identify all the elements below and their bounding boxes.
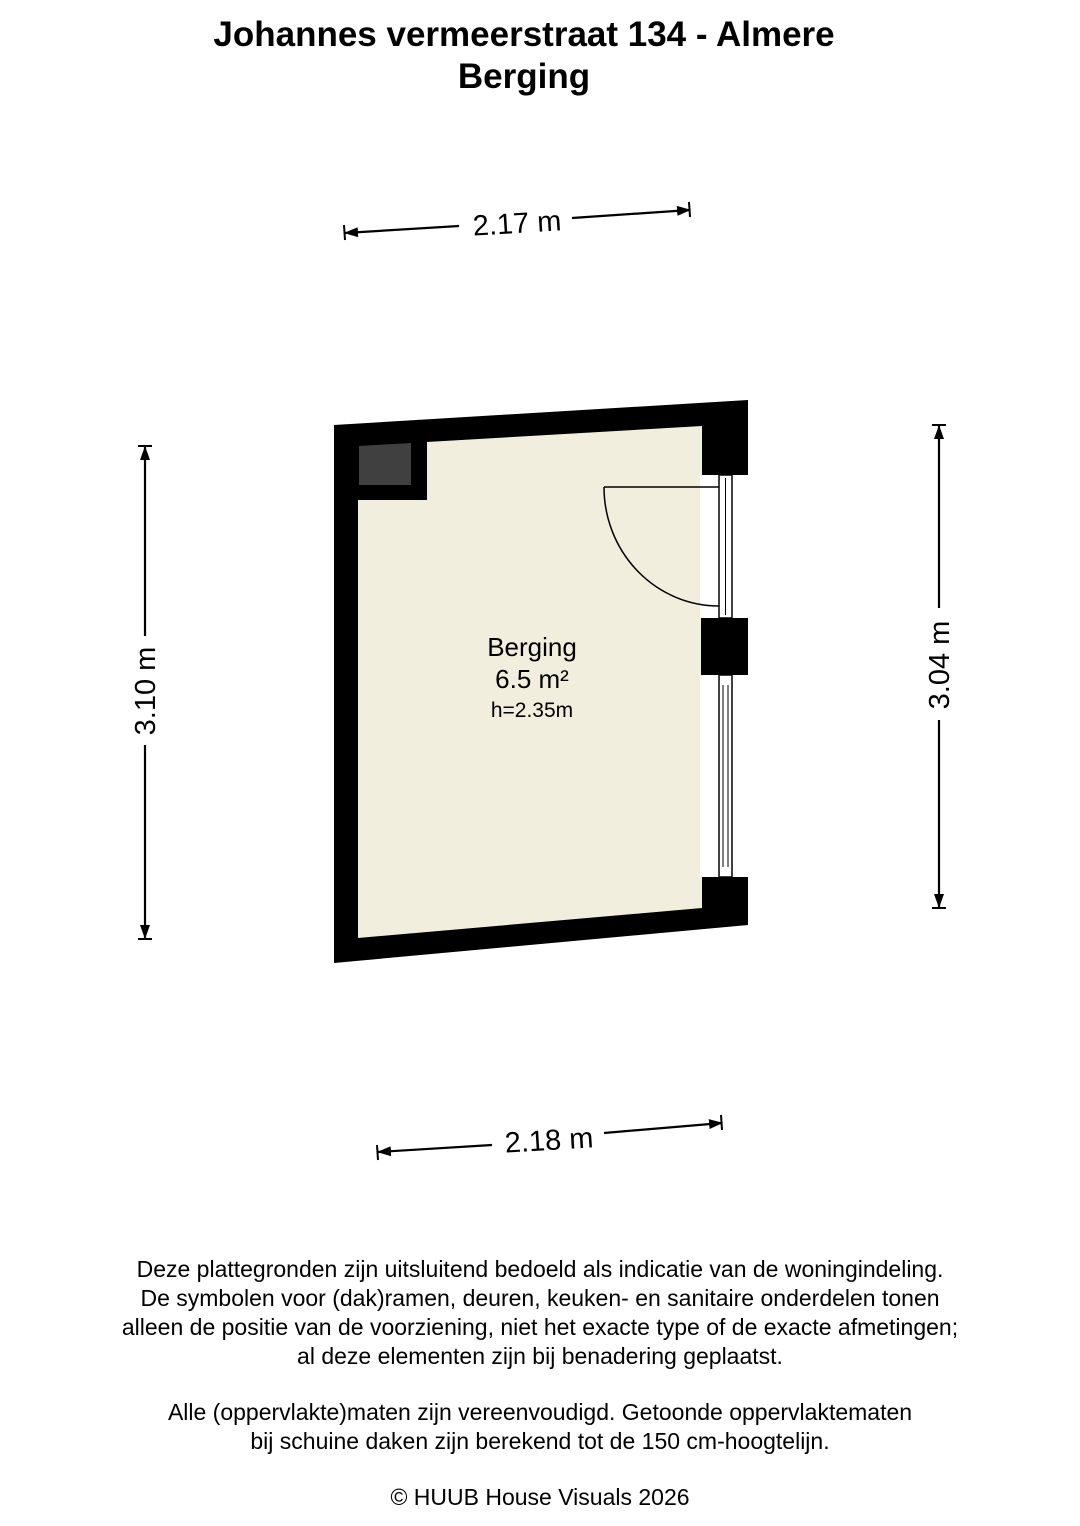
disclaimer	[0, 1255, 1080, 1456]
window-frame	[719, 675, 732, 877]
shaft	[359, 443, 411, 485]
dimension-left	[130, 446, 162, 939]
copyright: © HUUB House Visuals 2026	[390, 1484, 690, 1510]
address-title: Johannes vermeerstraat 134 - Almere	[213, 15, 835, 54]
dimension-right	[924, 425, 956, 908]
wall-pier	[701, 618, 748, 675]
dimension-top-tick-right	[689, 202, 690, 217]
room-area: 6.5 m²	[495, 664, 569, 694]
dimension-top-label: 2.17 m	[471, 205, 563, 243]
room-height: h=2.35m	[490, 699, 574, 722]
dimension-left-label: 3.10 m	[130, 646, 162, 736]
dimension-bottom	[377, 1115, 722, 1160]
dimension-bottom-line-left	[378, 1145, 492, 1152]
dimension-top-line-left	[345, 226, 459, 233]
dimension-bottom-label: 2.18 m	[503, 1122, 595, 1160]
dimension-bottom-tick-right	[721, 1115, 722, 1130]
disclaimer-paragraph-1: Deze plattegronden zijn uitsluitend bedoeld als indicatie van de woningindeling. De symbolen voor (dak)ramen, deuren, keuken- en sanitaire onderdelen tonen alleen de positie van de voorziening, niet het exacte type of de exacte afmetingen; al deze elementen zijn bij benadering geplaatst.	[121, 1256, 959, 1369]
floor-title: Berging	[457, 57, 591, 96]
dimension-bottom-tick-left	[377, 1145, 378, 1160]
dimension-right-label: 3.04 m	[924, 620, 956, 710]
dimension-top-line-right	[572, 210, 690, 218]
dimension-bottom-line-right	[604, 1123, 722, 1133]
room-name: Berging	[487, 632, 577, 662]
room-berging	[334, 400, 750, 963]
disclaimer-paragraph-2: Alle (oppervlakte)maten zijn vereenvoudigd. Getoonde oppervlaktematen bij schuine daken zijn berekend tot de 150 cm-hoogtelijn.	[167, 1399, 913, 1454]
dimension-top-tick-left	[344, 225, 345, 240]
dimension-top	[344, 202, 690, 243]
